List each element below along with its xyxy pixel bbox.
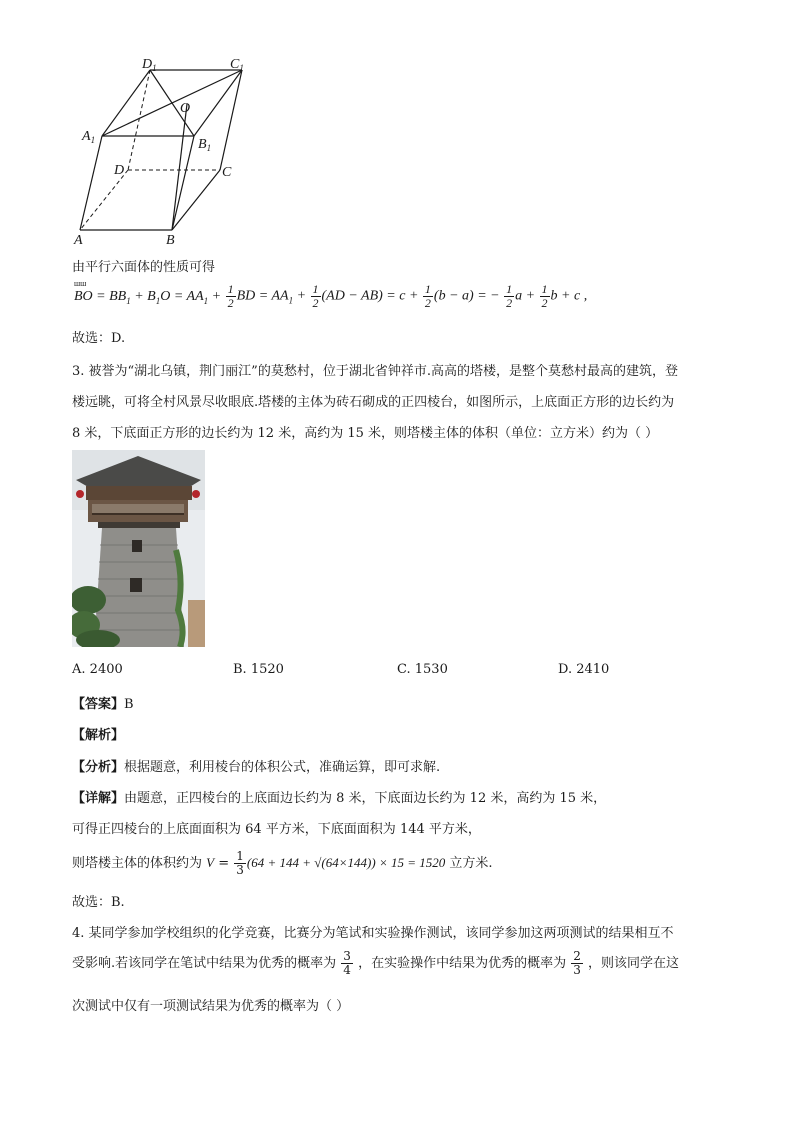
label-B: B (166, 233, 175, 248)
option-b[interactable]: B. 1520 (233, 662, 284, 677)
fraction-three-quarters: $\frac{3}{4}$ (343, 949, 351, 977)
answer-line (72, 693, 134, 712)
fraction-two-thirds: $\frac{2}{3}$ (573, 949, 581, 977)
answer-tag: 【答案】 (72, 697, 125, 712)
option-c[interactable]: C. 1530 (397, 662, 448, 677)
label-A: A (74, 233, 83, 248)
q3-stem-line2: 楼远眺，可将全村风景尽收眼底.塔楼的主体为砖石砌成的正四棱台，如图所示，上底面正方形的边长约为 (72, 395, 675, 410)
xiangjie-line (72, 787, 606, 806)
q4-line3: 次测试中仅有一项测试结果为优秀的概率为（ ） (72, 999, 350, 1014)
area-line: 可得正四棱台的上底面面积为 64 平方米，下底面面积为 144 平方米， (72, 822, 481, 837)
label-O: O (180, 101, 191, 116)
label-C: C (222, 165, 232, 180)
label-D1: $D_1$ (142, 58, 157, 73)
label-D: D (114, 163, 125, 178)
answer-value: B (124, 697, 134, 712)
fenxi-text: 根据题意，利用棱台的体积公式，准确运算，即可求解. (124, 760, 441, 775)
q2-answer: 故选：D. (72, 331, 126, 346)
label-B1: $B_1$ (198, 137, 212, 153)
parallelepiped-figure (70, 58, 260, 250)
tower-photo (72, 450, 205, 647)
label-C1: $C_1$ (230, 58, 244, 73)
option-d[interactable]: D. 2410 (558, 662, 610, 677)
q3-stem-line1: 3. 被誉为“湖北乌镇，荆门丽江”的莫愁村，位于湖北省钟祥市.高高的塔楼，是整个莫愁村最高的建筑，登 (72, 364, 678, 379)
fenxi-tag: 【分析】 (72, 760, 125, 775)
q3-stem-line3: 8 米，下底面正方形的边长约为 12 米，高约为 15 米，则塔楼主体的体积（单位：立方米）约为（ ） (72, 426, 659, 441)
label-A1: $A_1$ (82, 129, 96, 145)
volume-line: 则塔楼主体的体积约为 V = $\frac{1}{3}$ (64 + 144 + √(64×144)) × 15 = 1520 立方米. (72, 849, 493, 877)
fenxi-line (72, 756, 440, 775)
option-a[interactable]: A. 2400 (72, 662, 123, 677)
analysis-tag: 【解析】 (72, 728, 125, 743)
intro-line: 由平行六面体的性质可得 (72, 260, 216, 275)
xiangjie-tag: 【详解】 (72, 791, 125, 806)
volume-prefix: 则塔楼主体的体积约为 (72, 856, 203, 871)
choose-b: 故选：B. (72, 895, 125, 910)
q4-line2: 受影响.若该同学在笔试中结果为优秀的概率为 $\frac{3}{4}$ ，在实验操作中结果为优秀的概率为 $\frac{2}{3}$ ，则该同学在这 (72, 949, 680, 977)
xiangjie-text: 由题意，正四棱台的上底面边长约为 8 米，下底面边长约为 12 米，高约为 15 米， (124, 791, 607, 806)
vector-equation: ш ш BO = $BB_1 + B_1O = AA_1$ + $\frac{1}{2}$ BD = $AA_1$ + $\frac{1}{2}$ (AD − AB) = c + $\frac{1}{2}$ (b − a) = − $\frac{1}{2}$ a + $\frac{1}{2}$ b + c , (74, 278, 588, 310)
volume-expr: (64 + 144 + √(64×144)) × 15 = 1520 (246, 855, 446, 870)
vector-arrow-marks: ш ш (74, 278, 86, 288)
volume-suffix: 立方米. (449, 856, 493, 871)
q4-line1: 4. 某同学参加学校组织的化学竞赛，比赛分为笔试和实验操作测试，该同学参加这两项测试的结果相互不 (72, 926, 674, 941)
